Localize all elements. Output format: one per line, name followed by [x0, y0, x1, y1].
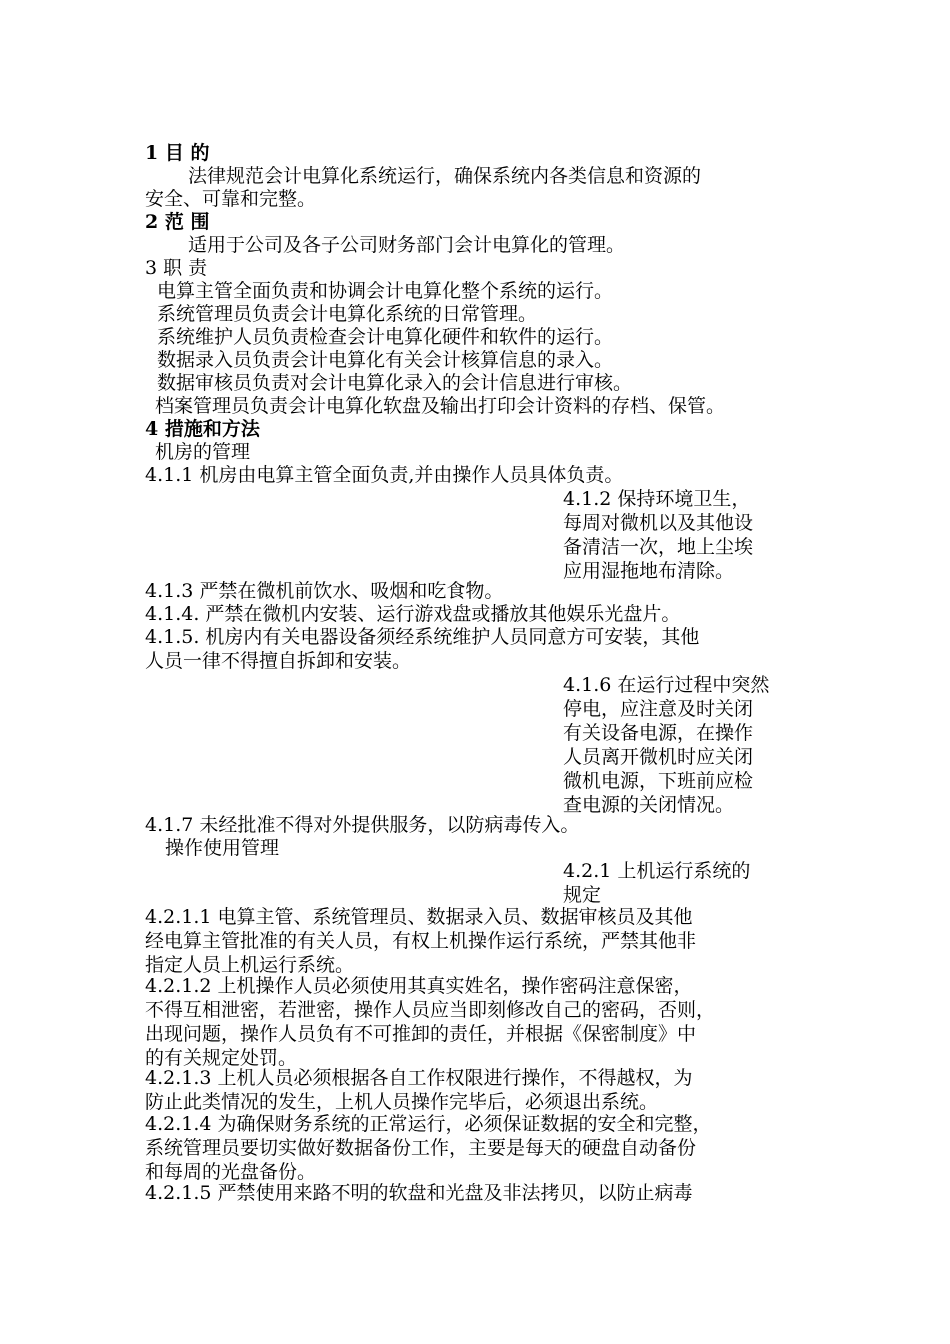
clause-4-2-1: 4.2.1 上机运行系统的 规定	[563, 860, 751, 906]
subsection-4-2-title: 操作使用管理	[165, 837, 280, 859]
duty-item: 电算主管全面负责和协调会计电算化整个系统的运行。	[157, 280, 614, 302]
duty-item: 数据录入员负责会计电算化有关会计核算信息的录入。	[157, 349, 614, 371]
section-1-paragraph-line-2: 安全、可靠和完整。	[145, 188, 317, 210]
subsection-4-1-title: 机房的管理	[155, 441, 251, 463]
section-2-paragraph: 适用于公司及各子公司财务部门会计电算化的管理。	[188, 234, 626, 256]
clause-4-2-1-3: 4.2.1.3 上机人员必须根据各自工作权限进行操作，不得越权，为 防止此类情况的发生，上机人员操作完毕后，必须退出系统。	[145, 1067, 693, 1113]
duty-item: 档案管理员负责会计电算化软盘及输出打印会计资料的存档、保管。	[155, 395, 726, 417]
clause-4-2-1-1: 4.2.1.1 电算主管、系统管理员、数据录入员、数据审核员及其他 经电算主管批准的有关人员，有权上机操作运行系统，严禁其他非 指定人员上机运行系统。	[145, 906, 697, 976]
clause-4-1-2: 4.1.2 保持环境卫生， 每周对微机以及其他设 备清洁一次，地上尘埃 应用湿拖地布清除。	[563, 488, 754, 582]
section-3-heading: 3 职 责	[145, 257, 208, 279]
section-2-heading: 2 范 围	[145, 211, 210, 233]
section-4-heading: 4 措施和方法	[145, 418, 260, 440]
clause-4-1-1: 4.1.1 机房由电算主管全面负责,并由操作人员具体负责。	[145, 464, 624, 486]
clause-4-1-5: 4.1.5. 机房内有关电器设备须经系统维护人员同意方可安装，其他 人员一律不得擅自拆卸和安装。	[145, 626, 700, 672]
clause-4-1-3: 4.1.3 严禁在微机前饮水、吸烟和吃食物。	[145, 580, 504, 602]
clause-4-2-1-5: 4.2.1.5 严禁使用来路不明的软盘和光盘及非法拷贝，以防止病毒	[145, 1182, 693, 1204]
clause-4-2-1-2: 4.2.1.2 上机操作人员必须使用其真实姓名，操作密码注意保密， 不得互相泄密，若泄密，操作人员应当即刻修改自己的密码，否则， 出现问题，操作人员负有不可推卸的责任，并根据《保密制度》中 的有关规定处罚。	[145, 975, 716, 1069]
clause-4-2-1-4: 4.2.1.4 为确保财务系统的正常运行，必须保证数据的安全和完整， 系统管理员要切实做好数据备份工作，主要是每天的硬盘自动备份 和每周的光盘备份。	[145, 1113, 712, 1183]
clause-4-1-6: 4.1.6 在运行过程中突然 停电，应注意及时关闭 有关设备电源，在操作 人员离开微机时应关闭 微机电源，下班前应检 查电源的关闭情况。	[563, 674, 770, 816]
duty-item: 系统维护人员负责检查会计电算化硬件和软件的运行。	[157, 326, 614, 348]
clause-4-1-4: 4.1.4. 严禁在微机内安装、运行游戏盘或播放其他娱乐光盘片。	[145, 603, 681, 625]
section-1-paragraph-line-1: 法律规范会计电算化系统运行，确保系统内各类信息和资源的	[188, 165, 702, 187]
duty-item: 数据审核员负责对会计电算化录入的会计信息进行审核。	[157, 372, 633, 394]
duty-item: 系统管理员负责会计电算化系统的日常管理。	[157, 303, 538, 325]
section-1-heading: 1 目 的	[145, 142, 210, 164]
clause-4-1-7: 4.1.7 未经批准不得对外提供服务，以防病毒传入。	[145, 814, 580, 836]
